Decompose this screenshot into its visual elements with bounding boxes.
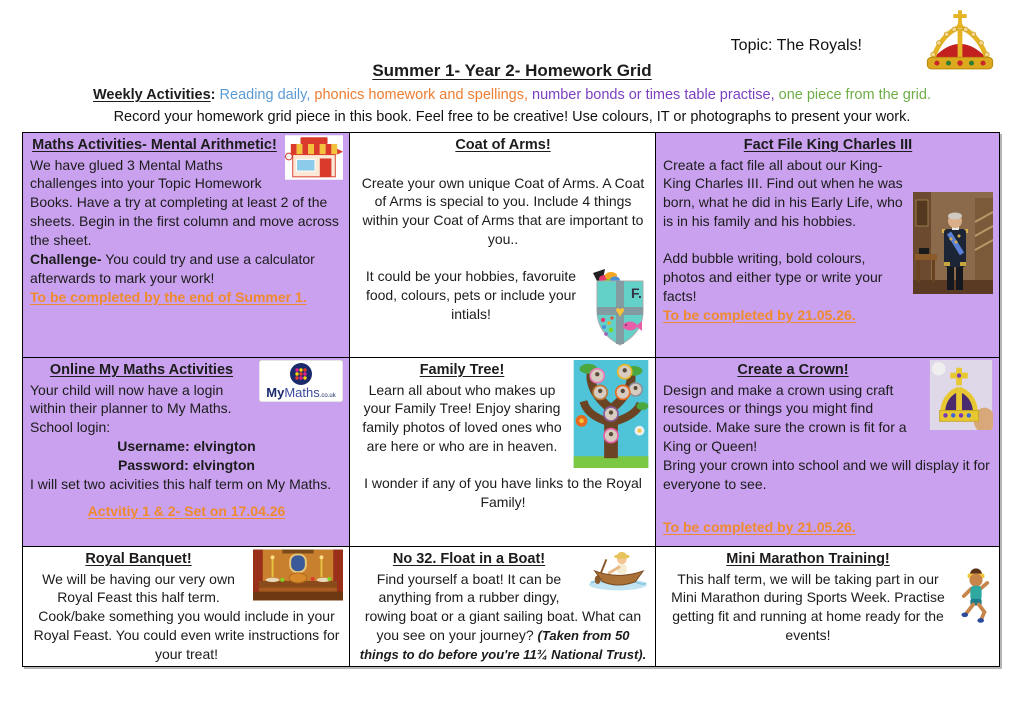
my-maths-username: Username: elvington [117, 438, 256, 455]
royal-banquet-body2: Cook/bake something you would include in your Royal Feast. You could even write instructions for your treat! [33, 608, 340, 663]
cell-maths-mental-arithmetic [23, 133, 350, 358]
mymaths-logo [259, 360, 343, 402]
weekly-separator: : [210, 87, 220, 103]
maths-deadline: To be completed by the end of Summer 1. [30, 288, 307, 305]
my-maths-deadline: Actvitiy 1 & 2- Set on 17.04.26 [87, 502, 286, 519]
create-crown-body2: Bring your crown into school and we will display it for everyone to see. [663, 457, 990, 493]
weekly-phonics: phonics homework and spellings, [314, 87, 533, 103]
coat-of-arms-body1: Create your own unique Coat of Arms. A Coat of Arms is special to you. Include 4 things within your Coat of Arms that are important to you.. [361, 174, 645, 248]
cell-title-coat-of-arms: Coat of Arms! [455, 137, 551, 153]
maths-body: We have glued 3 Mental Maths challenges into your Topic Homework Books. Have a try at completing at least 2 of the sheets. Begin in the first column and move across the sheet. [30, 156, 339, 249]
float-boat-note: (Taken from 50 things to do before you're 11¾ National Trust). [359, 628, 647, 663]
topic-label: Topic: The Royals! [730, 37, 862, 54]
cell-mini-marathon [656, 547, 1000, 667]
banquet-image [253, 549, 343, 601]
royal-banquet-body1: We will be having our very own Royal Feast this half term. [42, 570, 235, 606]
mini-marathon-body: This half term, we will be taking part in our Mini Marathon during Sports Week. Practise getting fit and running at home ready for the events! [671, 570, 945, 644]
cell-title-royal-banquet: Royal Banquet! [85, 551, 192, 567]
cell-fact-file-king-charles [656, 133, 1000, 358]
my-maths-body2: I will set two acivities this half term on My Maths. [30, 476, 332, 493]
coat-of-arms-body2: It could be your hobbies, favoruite food, colours, pets or include your intials! [365, 268, 577, 322]
challenge-text: You could try and use a calculator afterwards to mark your work! [30, 251, 315, 286]
maths-challenge [30, 250, 343, 288]
cell-title-mini-marathon: Mini Marathon Training! [726, 551, 890, 567]
weekly-number-bonds: number bonds or times table practise, [532, 87, 779, 103]
weekly-label: Weekly Activities [93, 87, 211, 103]
shop-icon [285, 135, 343, 180]
cell-title-float-boat: No 32. Float in a Boat! [392, 551, 546, 567]
cell-title-create-crown: Create a Crown! [737, 362, 849, 378]
my-maths-body1: Your child will now have a login within their planner to My Maths. School login: [30, 381, 232, 436]
cell-title-maths: Maths Activities- Mental Arithmetic! [32, 137, 277, 153]
cell-family-tree [350, 358, 656, 547]
family-tree-image [573, 360, 649, 468]
boat-image [587, 549, 649, 591]
svg-text:F.: F. [631, 285, 642, 302]
fact-file-body1: Create a fact file all about our King- King Charles III. Find out when he was born, what he did in his Early Life, who is in his family and his hobbies. [663, 156, 903, 230]
cell-title-family-tree: Family Tree! [419, 362, 505, 378]
family-tree-body1: Learn all about who makes up your Family Tree! Enjoy sharing family photos of loved ones who are here or who are in heaven. [362, 381, 562, 455]
cell-title-fact-file: Fact File King Charles III [743, 137, 913, 153]
create-crown-deadline: To be completed by 21.05.26. [663, 518, 856, 535]
coat-of-arms-image [591, 267, 649, 351]
king-charles-photo [913, 192, 993, 294]
challenge-label: Challenge- [30, 251, 102, 268]
cell-title-my-maths: Online My Maths Activities [49, 362, 234, 378]
fact-file-deadline: To be completed by 21.05.26. [663, 306, 856, 323]
cell-online-my-maths [23, 358, 350, 547]
cell-royal-banquet [23, 547, 350, 667]
weekly-reading: Reading daily, [219, 87, 315, 103]
weekly-grid-piece: one piece from the grid. [778, 87, 931, 103]
svg-text:♥: ♥ [615, 304, 625, 322]
weekly-activities-line [0, 87, 1024, 103]
page-title: Summer 1- Year 2- Homework Grid [372, 61, 652, 80]
runner-image [959, 567, 993, 627]
cell-coat-of-arms [350, 133, 656, 358]
my-maths-password: Password: elvington [118, 457, 255, 474]
cell-create-a-crown [656, 358, 1000, 547]
svg-text:MyMaths.co.uk: MyMaths.co.uk [266, 385, 336, 400]
fact-file-body2: Add bubble writing, bold colours, photos and either type or write your facts! [663, 250, 883, 304]
homework-grid-table [22, 132, 1000, 667]
instructions-line: Record your homework grid piece in this book. Feel free to be creative! Use colours, IT or photographs to present your work. [113, 109, 911, 125]
create-crown-body1: Design and make a crown using craft resources or things you might find outside. Make sure the crown is fit for a King or Queen! [663, 381, 907, 455]
cell-float-in-a-boat [350, 547, 656, 667]
crown-craft-image [929, 360, 993, 430]
family-tree-body2: I wonder if any of you have links to the Royal Family! [364, 475, 642, 511]
float-boat-body: Find yourself a boat! It can be anything from a rubber dingy, rowing boat or a giant sailing boat. What can you see on your journey? (Taken from 50 things to do before you're 11¾ National Trust). [359, 570, 647, 663]
